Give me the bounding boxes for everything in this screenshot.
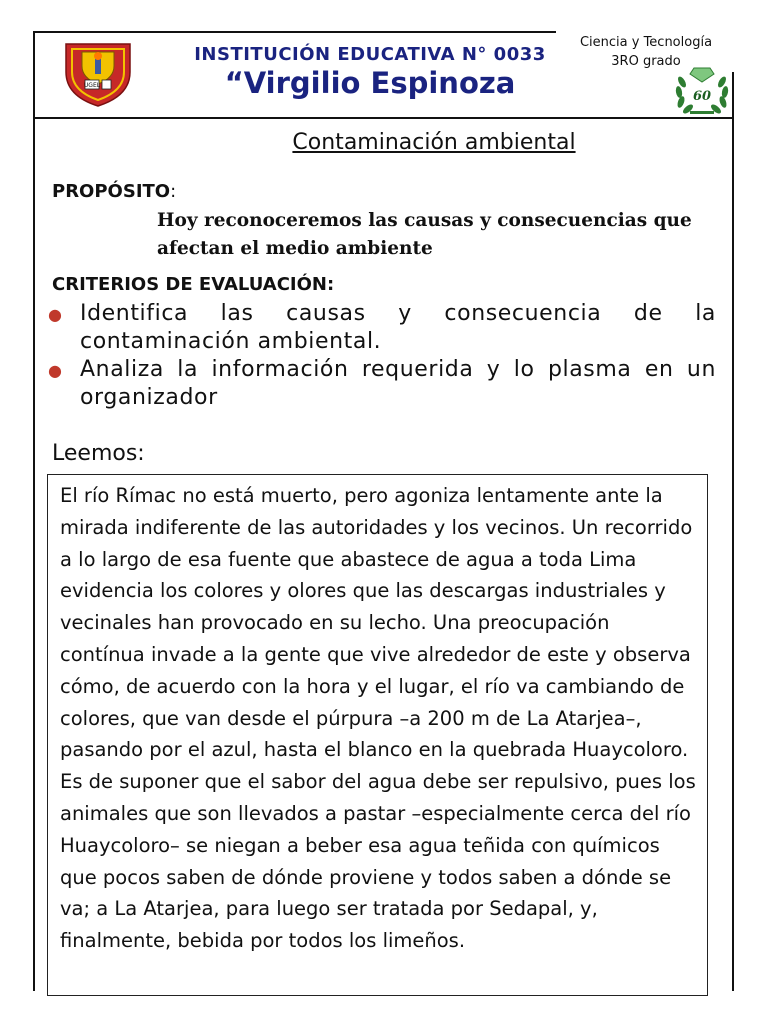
reading-text: El río Rímac no está muerto, pero agoniza lentamente ante la mirada indiferente de las autoridades y los vecinos. Un recorrido a lo largo de esa fuente que abastece de agua a toda Lima evidencia los colores y olores que las descargas industriales y vecinales han provocado en su lecho. Una preocupación contínua invade a la gente que vive alrededor de este y observa cómo, de acuerdo con la hora y el lugar, el río va cambiando de colores, que van desde el púrpura –a 200 m de La Atarjea–, pasando por el azul, hasta el blanco en la quebrada Huaycoloro. Es de suponer que el sabor del agua debe ser repulsivo, pues los animales que son llevados a pastar –especialmente cerca del río Huaycoloro– se niegan a beber esa agua teñida con químicos que pocos saben de dónde proviene y todos saben a dónde se va; a La Atarjea, para luego ser tratada por Sedapal, y, finalmente, bebida por todos los limeños. [60,484,696,953]
bullet-icon: ● [48,361,63,380]
school-line2: “Virgilio Espinoza [224,66,516,100]
list-item [48,300,716,356]
purpose-text: Hoy reconoceremos las causas y consecuencias que afectan el medio ambiente [157,210,692,259]
purpose-heading [52,181,176,202]
school-shield-crest-icon [58,38,138,108]
purpose-colon: : [170,181,177,202]
criteria-label: CRITERIOS DE EVALUACIÓN: [52,274,335,295]
document-title: Contaminación ambiental [292,130,576,155]
emblem-number: 60 [692,89,712,104]
school-name-block [165,44,575,100]
criterion-text: Analiza la información requerida y lo plasma en un organizador [80,357,716,410]
purpose-label: PROPÓSITO [52,181,171,202]
criterion-text: Identifica las causas y consecuencia de la contaminación ambiental. [80,301,716,354]
grade-label: 3RO grado [611,54,681,69]
school-line1: INSTITUCIÓN EDUCATIVA N° 0033 [194,44,546,65]
header-divider [33,117,734,119]
reading-label: Leemos: [52,441,145,466]
crest-text: UGEL [83,82,101,89]
list-item [48,356,716,412]
laurel-anniversary-emblem-icon [672,62,732,116]
bullet-icon: ● [48,305,63,324]
subject-label: Ciencia y Tecnología [579,35,713,50]
criteria-list [48,300,716,412]
